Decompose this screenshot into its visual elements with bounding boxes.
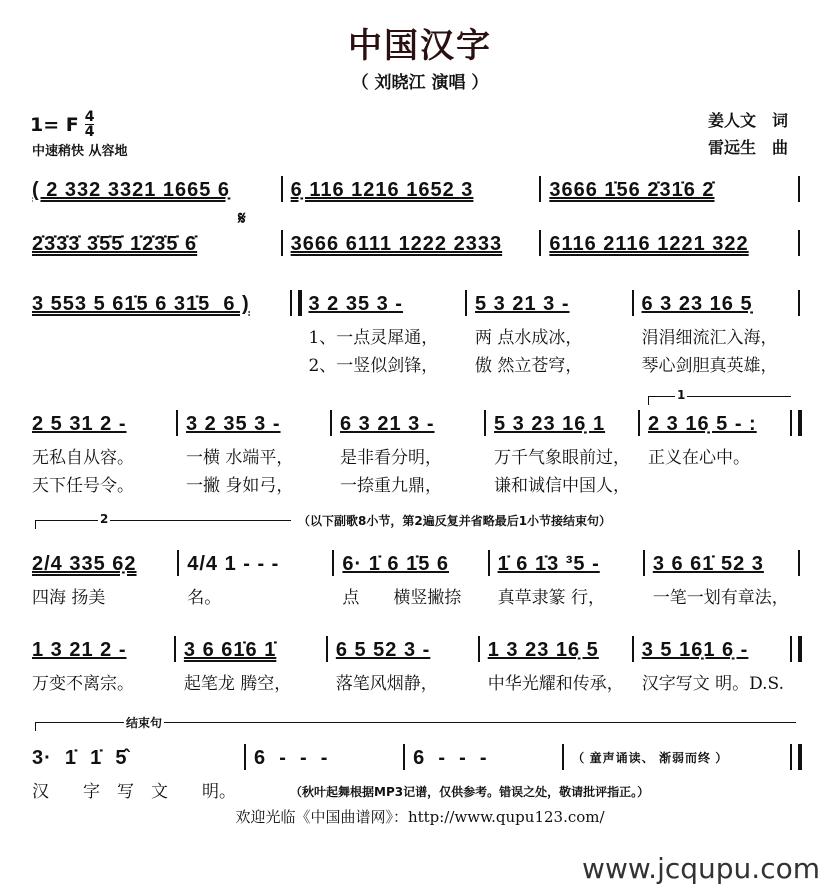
measure [32,550,169,612]
barline [798,176,800,202]
barline [484,410,486,436]
measure-notes: 2 5 31 2 - [32,413,127,435]
time-top: 4 [84,109,95,125]
measure-notes: 6̣ 116 1216 1652 3 [290,179,474,201]
chorus-note: （以下副歌8小节，第2遍反复并省略最后1小节接结束句） [298,514,612,528]
song-title: 中国汉字 [348,26,492,66]
measure [498,550,635,612]
lyric-line: 一笔一划有章法， [652,588,789,608]
lyric-line: 正义在心中。 [648,448,750,468]
lyric-line [32,324,284,352]
volta-2-label: 2 [100,512,109,526]
segno-icon: 𝄋 [238,208,246,229]
barline [539,176,541,202]
measure-notes: 3· 1̇ 1̇ 5̂ [32,747,128,769]
measure-notes: 6116 2116 1221 322 [549,233,749,255]
lyric-line: 点 横竖撇捺 [342,588,462,608]
barline [332,550,334,576]
repeat-start-barline [290,290,302,316]
measure-notes: （ 童声诵读、 渐弱而终 ） [572,751,729,765]
notation-row [32,550,808,612]
barline [488,550,490,576]
barline [465,290,467,316]
lyric-line: 万千气象眼前过， [494,448,630,468]
measure [32,636,166,698]
lyric-line: 涓涓细流汇入海， [641,328,778,348]
final-barline [790,744,802,770]
measure-notes: 1̇ 6 1̇3 ³5 - [497,553,600,575]
measure-notes: 3 6 61̇ 52 3 [652,553,764,575]
barline [632,636,634,662]
final-barline [790,636,802,662]
volta-1-label: 1 [677,388,686,402]
measure [340,410,476,500]
measure [187,550,324,612]
lyric-line: 谦和诚信中国人， [494,476,630,496]
lyric-line: 一横 水端平， [186,448,294,468]
barline [632,290,634,316]
notation-row [32,290,808,380]
lyric-line: 汉字写文 明。D.S. [641,674,784,694]
ending-bracket [35,716,796,731]
tempo-marking: 中速稍快 从容地 [32,144,128,159]
measure-notes: 2 3 16̣ 5 - : [648,413,757,435]
measure-notes: 3 5 16̣1 6̣ - [641,639,749,661]
time-signature [85,110,95,139]
measure-notes: 6 - - - [254,747,329,769]
lyric-line: 名。 [187,588,222,608]
barline [798,230,800,256]
measure [32,230,273,258]
barline [643,550,645,576]
performer: （ 刘晓江 演唱 ） [351,73,489,93]
barline [281,176,283,202]
footer-url: 欢迎光临《中国曲谱网》：http://www.qupu123.com/ [235,808,605,826]
lyric-line: 1、一点灵犀通， [308,328,439,348]
measure [308,290,457,380]
barline [478,636,480,662]
watermark: www.jcqupu.com [582,852,820,885]
transcriber-note: （秋叶起舞根据MP3记谱，仅供参考。错误之处，敬请批评指正。） [290,785,650,799]
measure [342,550,479,612]
time-bottom: 4 [84,124,95,140]
measure [32,410,168,500]
barline [638,410,640,436]
lyric-line: 傲 然立苍穹， [474,356,583,376]
barline [244,744,246,770]
barline [326,636,328,662]
measure-notes: 6 3 21 3 - [340,413,435,435]
final-barline [790,410,802,436]
measure [32,744,236,806]
measure [336,636,470,698]
measure-notes: 4/4 1 - - - [187,553,280,575]
lyric-line: 天下任号令。 [32,476,134,496]
lyricist: 姜人文 词 [707,111,788,130]
notation-row [32,176,808,204]
measure-notes: 6 - - - [413,747,488,769]
measure-notes: 5 3 21 3 - [474,293,570,315]
measure [184,636,318,698]
measure-notes: 1 3 23 16̣ 5 [487,639,599,661]
lyric-line: 一捺重九鼎， [340,476,442,496]
barline [177,550,179,576]
measure-notes: 5 3 23 16̣ 1 [494,413,606,435]
lyric-line: 两 点水成冰， [474,328,583,348]
barline [174,636,176,662]
measure [642,636,784,698]
volta-1-bracket [648,388,791,405]
measure [494,410,630,500]
measure-notes: 3 2 35 3 - [308,293,403,315]
measure [291,230,532,258]
measure [32,290,284,380]
lyric-line: 起笔龙 腾空， [183,674,292,694]
key-signature [30,110,94,139]
lyric-line [648,472,784,500]
measure [549,230,790,258]
measure [648,410,784,500]
measure-notes: 2/4 335 6̣2 [32,553,137,575]
measure-notes: 3666 6111 1222 2333 [290,233,503,255]
barline [176,410,178,436]
measure [291,176,532,204]
lyric-line: 2、一竖似剑锋， [308,356,439,376]
measure [186,410,322,500]
measure-notes: 2̇3̇3̇3̇ 3̇5̇5̇ 1̇2̇3̇5̇ 6̇ [32,233,198,255]
barline [798,550,800,576]
notation-row [32,410,808,500]
measure [549,176,790,204]
barline [539,230,541,256]
measure-notes: 6· 1̇ 6 1̇5 6 [342,553,450,575]
key-label: 1= F [30,113,79,136]
composer: 雷远生 曲 [707,138,788,157]
measure [488,636,624,698]
lyric-line: 中华光耀和传承， [487,674,624,694]
lyric-line: 是非看分明， [340,448,442,468]
lyric-line: 万变不离宗。 [32,674,134,694]
lyric-line: 一撇 身如弓， [186,476,294,496]
measure-notes: 6 3 23 16 5̣ [641,293,753,315]
measure [653,550,790,612]
lyric-line [32,352,284,380]
measure-notes: 3 553 5 61̇5 6 31̇5 6 ) [32,293,250,315]
barline [330,410,332,436]
lyric-line: 四海 扬美 [32,588,106,608]
barline [798,290,800,316]
lyric-line: 落笔风烟静， [335,674,438,694]
barline [403,744,405,770]
measure-notes: ( 2 332 3321 1665 6̣ [32,179,231,201]
measure-notes: 1 3 21 2 - [32,639,127,661]
lyric-line: 真草隶篆 行， [497,588,606,608]
barline [281,230,283,256]
notation-row [32,636,808,698]
lyric-line: 琴心剑胆真英雄， [641,356,778,376]
lyric-line: 汉 字 写 文 明。 [32,782,236,802]
measure-notes: 6 5 52 3 - [335,639,431,661]
measure [32,176,273,204]
ending-label: 结束句 [126,716,163,730]
lyric-line: 无私自从容。 [32,448,134,468]
measure [475,290,624,380]
measure-notes: 3 2 35 3 - [186,413,281,435]
barline [562,744,564,770]
volta-2-bracket [35,512,291,529]
measure [642,290,791,380]
notation-row [32,230,808,258]
measure-notes: 3 6 61̇6 1̇ [183,639,277,661]
measure-notes: 3666 1̇56 2̇31̇6 2̇ [549,179,715,201]
